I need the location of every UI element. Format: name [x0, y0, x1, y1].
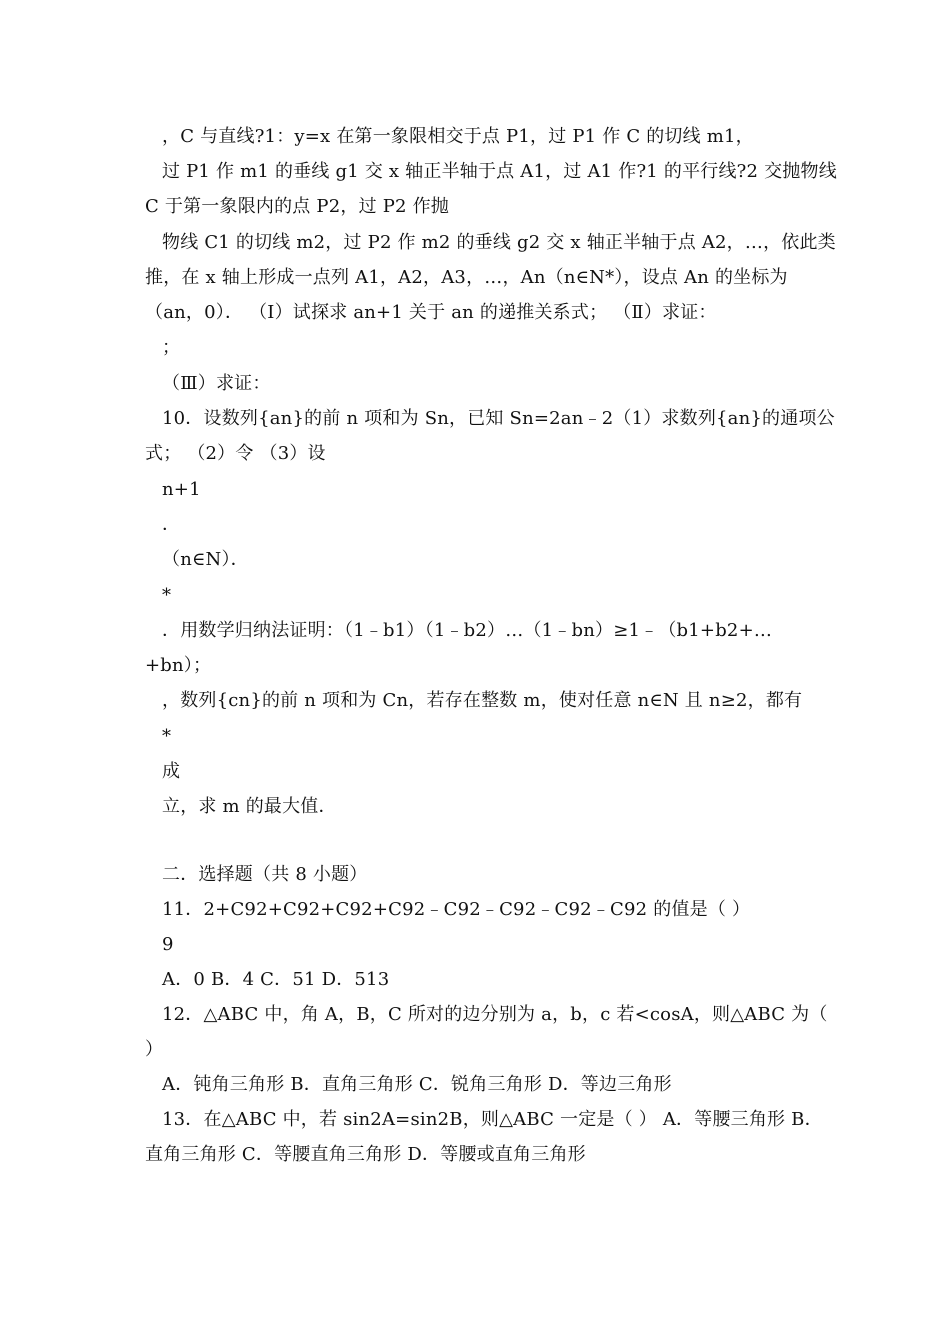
- text-line-13: （n∈N）．: [162, 549, 249, 570]
- text-line-4: 物线 C1 的切线 m2，过 P2 作 m2 的垂线 g2 交 x 轴正半轴于点 A2，…，依此类: [162, 232, 836, 253]
- text-line-28: 13．在△ABC 中，若 sin2A=sin2B，则△ABC 一定是（ ） A．等腰三角形 B．: [162, 1109, 823, 1130]
- text-line-5: 推，在 x 轴上形成一点列 A1，A2，A3，…，An（n∈N*），设点 An 的坐标为: [145, 267, 788, 288]
- text-line-10: 式； （2）令 （3）设: [145, 443, 326, 464]
- text-line-7: ；: [162, 337, 181, 358]
- text-line-3: C 于第一象限内的点 P2，过 P2 作抛: [145, 196, 449, 217]
- text-line-2: 过 P1 作 m1 的垂线 g1 交 x 轴正半轴于点 A1，过 A1 作?1 的平行线?2 交抛物线: [162, 161, 837, 182]
- text-line-12: ．: [162, 514, 181, 535]
- text-line-24: A．0 B．4 C．51 D．513: [162, 969, 390, 990]
- text-line-29: 直角三角形 C．等腰直角三角形 D．等腰或直角三角形: [145, 1144, 586, 1165]
- section-heading: 二．选择题（共 8 小题）: [162, 864, 368, 885]
- text-line-16: +bn）；: [145, 655, 212, 676]
- text-line-22: 11．2+C92+C92+C92+C92﹣C92﹣C92﹣C92﹣C92 的值是（ ）: [162, 899, 751, 920]
- text-line-17: ，数列{cn}的前 n 项和为 Cn，若存在整数 m，使对任意 n∈N 且 n≥2，都有: [162, 690, 803, 711]
- text-line-15: ．用数学归纳法证明：（1﹣b1）（1﹣b2）…（1﹣bn）≥1﹣（b1+b2+…: [162, 620, 773, 641]
- text-line-8: （Ⅲ）求证：: [162, 373, 271, 394]
- text-line-1: ，C 与直线?1：y=x 在第一象限相交于点 P1，过 P1 作 C 的切线 m1，: [162, 126, 754, 147]
- text-line-18: *: [162, 726, 172, 747]
- text-line-25: 12．△ABC 中，角 A，B，C 所对的边分别为 a，b，c 若<cosA，则△ABC 为（: [162, 1004, 828, 1025]
- text-line-26: ）: [145, 1039, 164, 1060]
- text-line-11: n+1: [162, 479, 201, 500]
- text-line-14: *: [162, 585, 172, 606]
- text-line-19: 成: [162, 761, 181, 782]
- text-line-20: 立，求 m 的最大值．: [162, 796, 337, 817]
- text-line-27: A．钝角三角形 B．直角三角形 C．锐角三角形 D．等边三角形: [162, 1074, 672, 1095]
- text-line-23: 9: [162, 934, 174, 955]
- text-line-9: 10．设数列{an}的前 n 项和为 Sn，已知 Sn=2an﹣2（1）求数列{an}的通项公: [162, 408, 835, 429]
- text-line-6: （an，0）． （Ⅰ）试探求 an+1 关于 an 的递推关系式； （Ⅱ）求证：: [145, 302, 717, 323]
